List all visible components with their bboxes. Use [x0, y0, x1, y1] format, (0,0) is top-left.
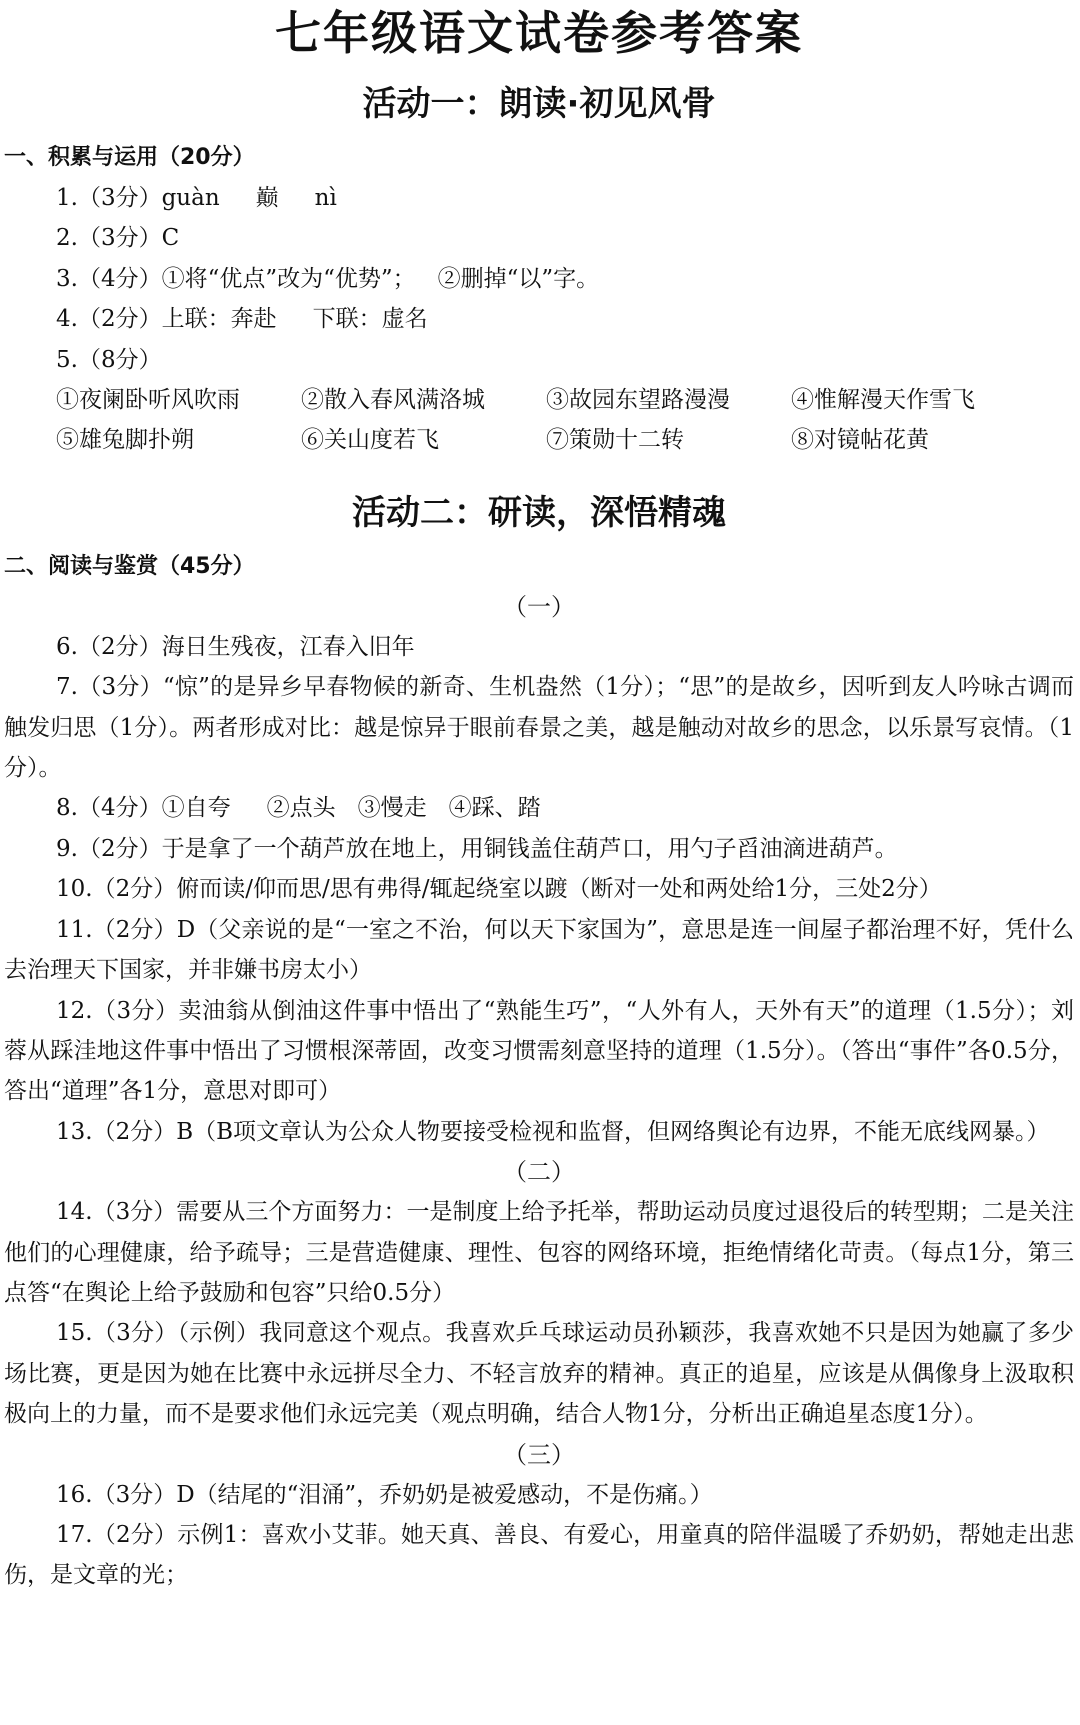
answer-q13: 13.（2分）B（B项文章认为公众人物要接受检视和监督，但网络舆论有边界，不能无底线网暴。）: [56, 1118, 1050, 1145]
answer-q1-c: nì: [314, 185, 337, 211]
answer-q1-b: 巅: [255, 185, 279, 211]
answer-q5-item: ③故园东望路漫漫: [546, 387, 730, 414]
answer-q5-item: ⑧对镜帖花黄: [791, 427, 929, 454]
answer-q3: [4, 259, 1074, 299]
answer-q8-prefix: 8.（4分）: [56, 795, 162, 822]
activity-one-heading: 活动一：朗读·初见风骨: [362, 84, 716, 124]
answer-q5-item: ⑤雄兔脚扑朔: [56, 427, 194, 454]
answer-q5-item: ④惟解漫天作雪飞: [791, 387, 975, 414]
section-two-heading: 二、阅读与鉴赏（45分）: [4, 553, 255, 579]
answer-q9: 9.（2分）于是拿了一个葫芦放在地上，用铜钱盖住葫芦口，用勺子舀油滴进葫芦。: [56, 835, 898, 862]
answer-q14: 14.（3分）需要从三个方面努力：一是制度上给予托举，帮助运动员度过退役后的转型期；二是关注他们的心理健康，给予疏导；三是营造健康、理性、包容的网络环境，拒绝情绪化苛责。（每点1分，第三点答“在舆论上给予鼓励和包容”只给0.5分）: [4, 1199, 1074, 1306]
answer-q15: 15.（3分）（示例）我同意这个观点。我喜欢乒乓球运动员孙颖莎，我喜欢她不只是因为她赢了多少场比赛，更是因为她在比赛中永远拼尽全力、不轻言放弃的精神。真正的追星，应该是从偶像身上汲取积极向上的力量，而不是要求他们永远完美（观点明确，结合人物1分，分析出正确追星态度1分）。: [4, 1320, 1074, 1428]
answer-q4-b: 下联：虚名: [312, 306, 428, 333]
answer-q10: 10.（2分）俯而读/仰而思/思有弗得/辄起绕室以踱（断对一处和两处给1分，三处2分）: [56, 876, 942, 903]
answer-q6: 6.（2分）海日生残夜，江春入旧年: [56, 633, 415, 660]
answer-q1-prefix: 1.（3分）: [56, 185, 162, 211]
answer-q2: 2.（3分）C: [56, 225, 180, 252]
answer-q5-row-1: [4, 380, 1074, 420]
answer-q5-item: ⑦策勋十二转: [546, 427, 684, 454]
answer-q4-prefix: 4.（2分）: [56, 306, 162, 333]
answer-q3-a: ①将“优点”改为“优势”；: [161, 265, 416, 292]
part-one-heading: （一）: [503, 592, 575, 621]
answer-q1: [4, 178, 1074, 218]
answer-q5-item: ①夜阑卧听风吹雨: [56, 387, 240, 414]
answer-q11: 11.（2分）D（父亲说的是“一室之不治，何以天下家国为”，意思是连一间屋子都治理不好，凭什么去治理天下国家，并非嫌书房太小）: [4, 916, 1074, 984]
answer-q5-prefix: 5.（8分）: [56, 346, 162, 373]
part-three-heading: （三）: [503, 1440, 575, 1469]
section-one-heading: 一、积累与运用（20分）: [4, 145, 255, 170]
answer-q12: 12.（3分）卖油翁从倒油这件事中悟出了“熟能生巧”，“人外有人，天外有天”的道理（1.5分）；刘蓉从踩洼地这件事中悟出了习惯根深蒂固，改变习惯需刻意坚持的道理（1.5分）。（答出“事件”各0.5分，答出“道理”各1分，意思对即可）: [4, 997, 1074, 1105]
answer-q8-b: ②点头: [266, 795, 336, 822]
answer-q5-item: ⑥关山度若飞: [301, 427, 439, 454]
activity-two-heading: 活动二：研读，深悟精魂: [352, 492, 726, 533]
page-title: 七年级语文试卷参考答案: [275, 6, 803, 60]
answer-q17: 17.（2分）示例1：喜欢小艾菲。她天真、善良、有爱心，用童真的陪伴温暖了乔奶奶，帮她走出悲伤，是文章的光；: [4, 1521, 1074, 1589]
answer-q8-c: ③慢走: [357, 795, 427, 822]
answer-q16: 16.（3分）D（结尾的“泪涌”，乔奶奶是被爱感动，不是伤痛。）: [56, 1481, 713, 1508]
answer-q4: [4, 299, 1074, 339]
answer-q8-d: ④踩、踏: [448, 795, 541, 822]
answer-sheet-page: [0, 4, 1080, 1725]
answer-q4-a: 上联：奔赴: [161, 306, 277, 333]
answer-q3-b: ②删掉“以”字。: [437, 265, 600, 292]
answer-q8: [4, 788, 1074, 828]
answer-q1-a: guàn: [161, 185, 220, 211]
answer-q5-row-2: [4, 420, 1074, 460]
answer-q7: 7.（3分）“惊”的是异乡早春物候的新奇、生机盎然（1分）；“思”的是故乡，因听到友人吟咏古调而触发归思（1分）。两者形成对比：越是惊异于眼前春景之美，越是触动对故乡的思念，以乐景写哀情。（1分）。: [4, 674, 1074, 782]
answer-q8-a: ①自夸: [161, 795, 231, 822]
answer-q3-prefix: 3.（4分）: [56, 265, 162, 292]
part-two-heading: （二）: [503, 1158, 575, 1187]
answer-q5-item: ②散入春风满洛城: [301, 387, 485, 414]
